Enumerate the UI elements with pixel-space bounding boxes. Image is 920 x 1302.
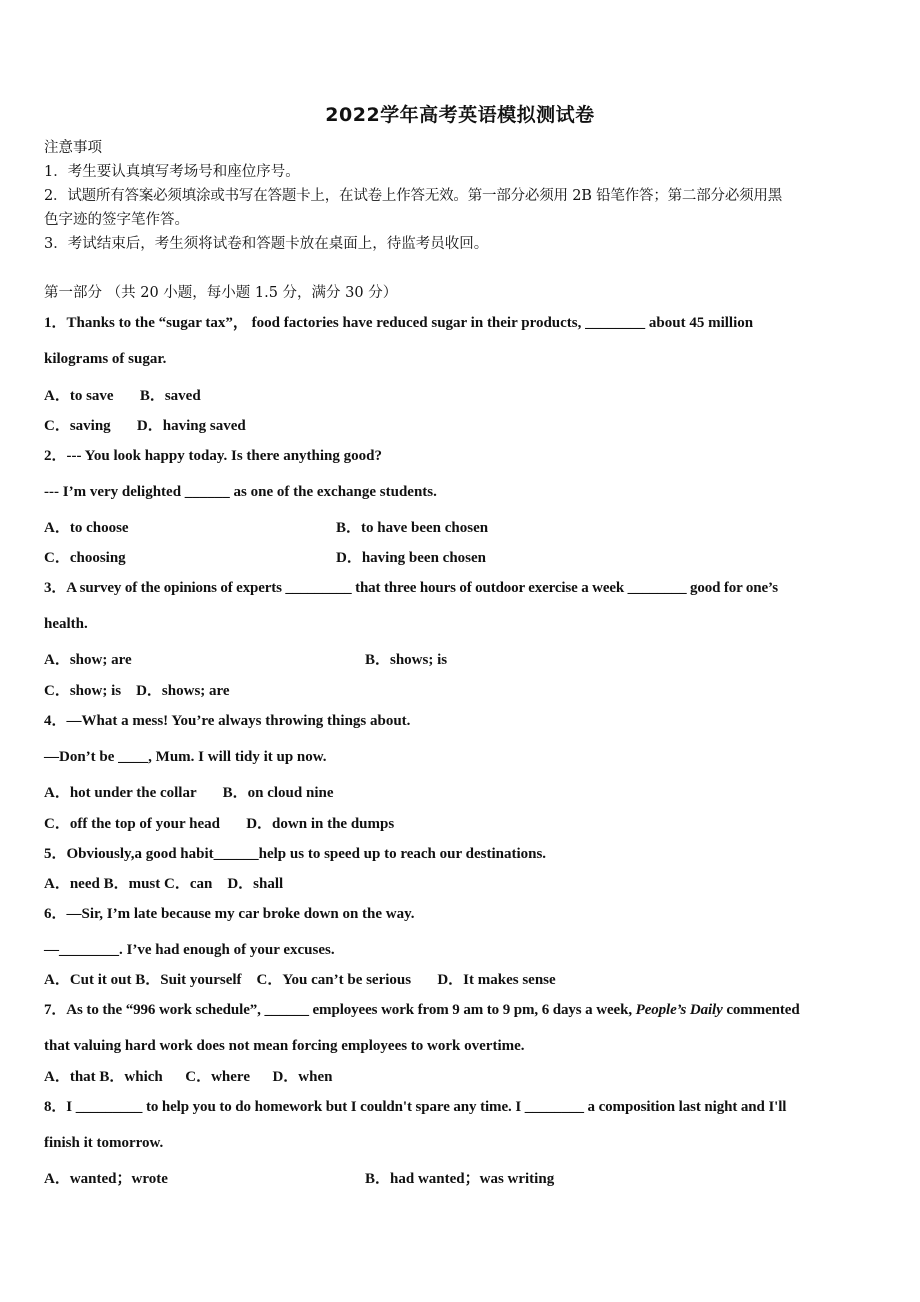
question-4-stem: 4．—What a mess! You’re always throwing things about. [44,713,411,729]
question-4-stem-cont: —Don’t be ____, Mum. I will tidy it up now. [44,749,327,765]
notice-item: 色字迹的签字笔作答。 [44,212,189,228]
question-7-stem-part: 7．As to the “996 work schedule”, ______ employees work from 9 am to 9 pm, 6 days a week, [44,1002,636,1018]
question-4-options: A．hot under the collar B．on cloud nine [44,785,334,801]
question-1-stem: 1．Thanks to the “sugar tax”， food factories have reduced sugar in their products, ________ about 45 million [44,315,754,331]
question-1-options: A．to save B．saved [44,388,201,404]
question-6-stem: 6．—Sir, I’m late because my car broke down on the way. [44,906,415,922]
question-3-option-b: B．shows; is [365,652,448,668]
question-2-stem: 2．--- You look happy today. Is there anything good? [44,448,382,464]
question-3-stem-cont: health. [44,616,88,632]
notice-heading: 注意事项 [44,140,102,156]
notice-item: 1．考生要认真填写考场号和座位序号。 [44,164,300,180]
question-8-stem-cont: finish it tomorrow. [44,1135,164,1151]
question-7-newspaper-name: People’s Daily [635,1002,723,1018]
question-2-option-c: C．choosing [44,550,126,566]
question-8-stem: 8．I _________ to help you to do homework but I couldn't spare any time. I ________ a composition last night and I'll [44,1099,787,1115]
section-heading: 第一部分 （共 20 小题，每小题 1.5 分，满分 30 分） [44,285,398,301]
notice-item: 2．试题所有答案必须填涂或书写在答题卡上，在试卷上作答无效。第一部分必须用 2B 铅笔作答；第二部分必须用黑 [44,188,783,204]
question-2-option-b: B．to have been chosen [336,520,489,536]
question-7-options: A．that B．which C．where D．when [44,1069,333,1085]
question-3-options-cd: C．show; is D．shows; are [44,683,230,699]
question-1-options: C．saving D．having saved [44,418,246,434]
question-5-options: A．need B．must C．can D．shall [44,876,284,892]
question-6-stem-cont: —________. I’ve had enough of your excuses. [44,942,335,958]
question-8-option-b: B．had wanted；was writing [365,1171,555,1187]
page-title: 2022学年高考英语模拟测试卷 [325,104,595,126]
question-4-options: C．off the top of your head D．down in the dumps [44,816,395,832]
question-2-option-a: A．to choose [44,520,129,536]
question-7-stem-part: commented [722,1002,800,1018]
notice-item: 3．考试结束后，考生须将试卷和答题卡放在桌面上，待监考员收回。 [44,236,489,252]
question-5-stem: 5．Obviously,a good habit______help us to speed up to reach our destinations. [44,846,547,862]
question-6-options: A．Cut it out B．Suit yourself C．You can’t be serious D．It makes sense [44,972,556,988]
question-3-option-a: A．show; are [44,652,132,668]
question-8-option-a: A．wanted；wrote [44,1171,168,1187]
question-7-stem-cont: that valuing hard work does not mean forcing employees to work overtime. [44,1038,525,1054]
question-2-option-d: D．having been chosen [336,550,487,566]
question-7-stem [44,1000,800,1020]
question-1-stem-cont: kilograms of sugar. [44,351,167,367]
question-2-stem-cont: --- I’m very delighted ______ as one of the exchange students. [44,484,437,500]
question-3-stem: 3．A survey of the opinions of experts _________ that three hours of outdoor exercise a week ________ good for one’s [44,580,778,596]
